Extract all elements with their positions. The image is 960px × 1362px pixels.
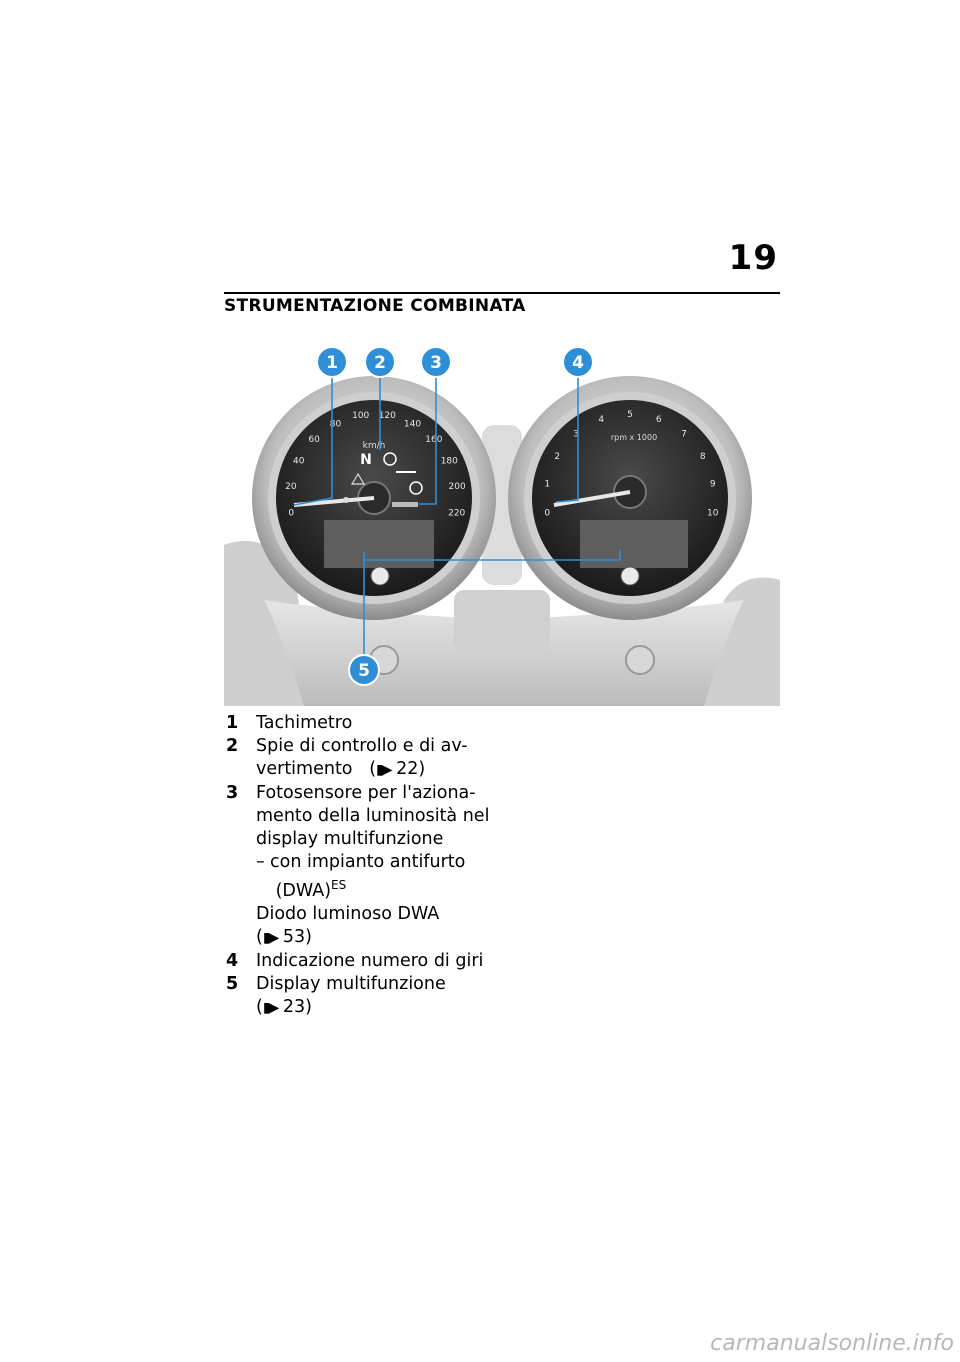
- legend-number: 5: [226, 973, 239, 994]
- legend-text: Fotosensore per l'aziona-: [256, 783, 476, 803]
- legend-item-2: [224, 735, 504, 782]
- legend-item-4: [224, 950, 504, 973]
- dial-tick-label: 120: [378, 411, 396, 422]
- legend-text: display multifunzione: [256, 829, 444, 849]
- tacho-unit: rpm x 1000: [610, 433, 658, 442]
- legend-number: 2: [226, 736, 239, 756]
- page-reference[interactable]: (▮▶ 22): [369, 759, 426, 779]
- page-reference[interactable]: (▮▶ 23): [256, 996, 312, 1017]
- dial-tick-label: 180: [440, 456, 458, 467]
- dial-tick-label: 20: [285, 482, 297, 492]
- watermark: carmanualsonline.info: [710, 1331, 954, 1356]
- page-number: 19: [728, 238, 778, 278]
- legend-number: 1: [226, 713, 239, 733]
- page-arrow-icon: ▮▶: [262, 929, 278, 946]
- legend-subtext: Diodo luminoso DWA: [256, 903, 440, 924]
- legend-item-3: [224, 782, 504, 950]
- page-arrow-icon: ▮▶: [376, 762, 391, 778]
- callout-2: [365, 347, 395, 377]
- legend-number: 3: [226, 783, 239, 803]
- condition-note-line2: (DWA)$^{ES}$: [275, 878, 347, 901]
- dial-tick-label: 2: [554, 452, 561, 462]
- equipment-code: ES: [331, 878, 347, 892]
- dial-tick-label: 40: [292, 456, 305, 467]
- high-beam-icon: [343, 497, 349, 503]
- dial-tick-label: 200: [448, 482, 466, 492]
- dial-tick-label: 1: [544, 479, 551, 490]
- callout-4: [563, 347, 593, 377]
- section-title: STRUMENTAZIONE COMBINATA: [224, 296, 526, 316]
- svg-text:5: 5: [358, 661, 370, 681]
- dial-tick-label: 4: [598, 415, 605, 426]
- page-arrow-icon: ▮▶: [262, 999, 278, 1016]
- legend-item-5: [224, 973, 504, 1020]
- dial-tick-label: 9: [709, 479, 716, 490]
- dial-tick-label: 0: [288, 508, 295, 519]
- bmw-logo-right: [621, 567, 639, 585]
- dial-tick-label: 10: [706, 508, 719, 519]
- dial-tick-label: 5: [627, 410, 633, 420]
- legend-number: 4: [226, 950, 239, 971]
- speedo-unit: km/h: [362, 441, 386, 451]
- legend-text: vertimento: [256, 759, 353, 779]
- legend-text: Tachimetro: [256, 713, 353, 733]
- dial-tick-label: 160: [425, 435, 443, 446]
- page-reference[interactable]: (▮▶ 53): [256, 926, 312, 947]
- dial-tick-label: 0: [544, 508, 551, 519]
- speedometer: [252, 376, 496, 620]
- dial-tick-label: 140: [403, 419, 422, 430]
- title-rule: [224, 292, 780, 294]
- dial-tick-label: 6: [655, 415, 662, 426]
- callout-3: [421, 347, 451, 377]
- callout-1: [317, 347, 347, 377]
- legend-text: Indicazione numero di giri: [256, 950, 484, 971]
- legend-text: Display multifunzione: [256, 973, 446, 994]
- dial-tick-label: 3: [573, 429, 579, 440]
- callout-5: [349, 655, 379, 685]
- legend-text: Spie di controllo e di av-: [256, 736, 468, 756]
- dial-tick-label: 80: [329, 419, 342, 430]
- bmw-logo-left: [371, 567, 389, 585]
- dwa-led: [392, 502, 418, 507]
- gear-indicator: N: [360, 452, 372, 468]
- svg-text:3: 3: [430, 353, 442, 373]
- condition-note: – con impianto antifurto: [256, 852, 466, 872]
- legend-item-1: [224, 712, 504, 735]
- svg-text:2: 2: [374, 353, 386, 373]
- dial-tick-label: 220: [448, 508, 466, 519]
- legend-list: [224, 712, 504, 1020]
- instrument-cluster-figure: [224, 340, 780, 706]
- svg-text:1: 1: [326, 353, 338, 373]
- legend-text: mento della luminosità nel: [256, 806, 490, 826]
- dial-tick-label: 100: [352, 411, 370, 422]
- dial-tick-label: 7: [681, 429, 687, 440]
- dial-tick-label: 8: [699, 452, 706, 462]
- dial-tick-label: 60: [308, 435, 320, 446]
- svg-text:4: 4: [572, 353, 584, 373]
